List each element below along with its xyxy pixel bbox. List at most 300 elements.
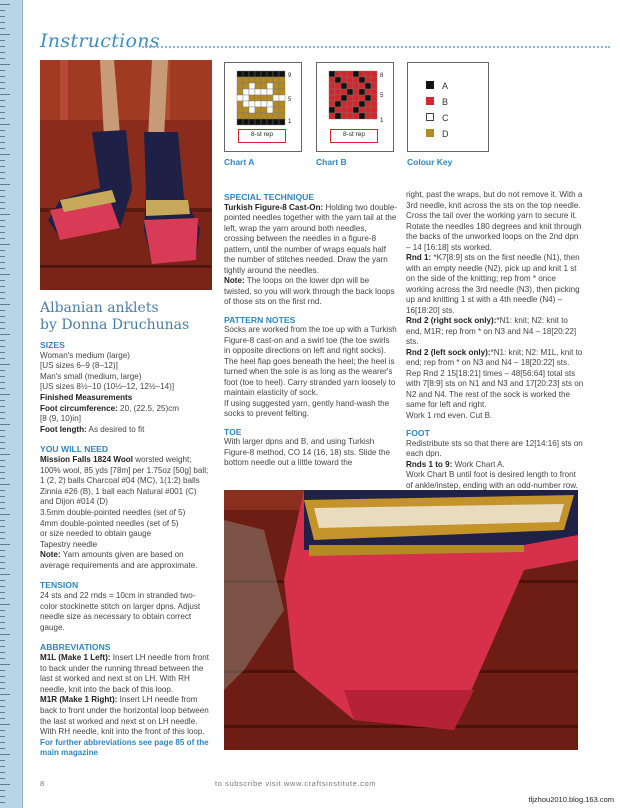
- ruler-tick: [0, 376, 5, 377]
- ruler-tick: [0, 340, 5, 341]
- m1l-label: M1L (Make 1 Left):: [40, 653, 111, 663]
- chart-cell: [335, 113, 341, 119]
- chart-cell: [255, 113, 261, 119]
- chart-cell: [237, 95, 243, 101]
- chart-b-row-8: 8: [380, 73, 384, 79]
- ruler-tick: [0, 106, 5, 107]
- chart-cell: [267, 113, 273, 119]
- ruler-tick: [0, 268, 5, 269]
- chart-cell: [279, 113, 285, 119]
- chart-cell: [243, 71, 249, 77]
- chart-cell: [371, 95, 377, 101]
- chart-cell: [261, 107, 267, 113]
- ruler-tick: [0, 652, 5, 653]
- ruler-tick: [0, 178, 5, 179]
- ruler-tick: [0, 574, 10, 575]
- chart-cell: [347, 77, 353, 83]
- ruler-tick: [0, 748, 5, 749]
- chart-cell: [255, 71, 261, 77]
- chart-cell: [335, 71, 341, 77]
- chart-a-row-1: 1: [288, 119, 292, 125]
- abbrev-m1l: [40, 653, 210, 695]
- cast-on-label: Turkish Figure-8 Cast-On:: [224, 202, 324, 212]
- ruler-tick: [0, 322, 5, 323]
- chart-cell: [341, 95, 347, 101]
- photo-socks-on-steps: [40, 60, 212, 290]
- ruler-tick: [0, 496, 5, 497]
- chart-cell: [359, 71, 365, 77]
- ruler-tick: [0, 646, 5, 647]
- chart-cell: [347, 107, 353, 113]
- chart-cell: [237, 71, 243, 77]
- ruler-tick: [0, 640, 5, 641]
- ruler-tick: [0, 40, 5, 41]
- ruler-tick: [0, 676, 5, 677]
- ruler-tick: [0, 634, 10, 635]
- ruler-tick: [0, 394, 10, 395]
- rnd2-left-text: *N1: knit; N2: M1L, knit to end; rep from * on N3 and N4 – 18[20:22] sts.: [406, 347, 583, 367]
- chart-cell: [279, 77, 285, 83]
- chart-cell: [249, 119, 255, 125]
- foot-rnds-text: Work Chart A.: [452, 459, 505, 469]
- chart-cell: [273, 95, 279, 101]
- ruler-tick: [0, 82, 5, 83]
- foot-circumference-label: Foot circumference:: [40, 403, 118, 413]
- ruler-tick: [0, 16, 5, 17]
- ruler-tick: [0, 736, 5, 737]
- side-ruler: [0, 0, 23, 808]
- chart-cell: [353, 71, 359, 77]
- ruler-tick: [0, 784, 10, 785]
- chart-cell: [243, 95, 249, 101]
- chart-cell: [347, 95, 353, 101]
- foot-length: [40, 425, 210, 436]
- ruler-tick: [0, 454, 10, 455]
- ruler-tick: [0, 424, 10, 425]
- chart-cell: [347, 83, 353, 89]
- chart-cell: [249, 107, 255, 113]
- ruler-tick: [0, 292, 5, 293]
- chart-cell: [353, 95, 359, 101]
- rnd2-left-label: Rnd 2 (left sock only):: [406, 347, 491, 357]
- chart-a-rep-label: 8-st rep: [238, 129, 286, 143]
- chart-cell: [261, 89, 267, 95]
- chart-a-caption: Chart A: [224, 157, 255, 167]
- ruler-tick: [0, 370, 5, 371]
- rnd2-right-label: Rnd 2 (right sock only):: [406, 316, 497, 325]
- ruler-tick: [0, 286, 5, 287]
- chart-cell: [243, 113, 249, 119]
- chart-cell: [353, 107, 359, 113]
- chart-b-box: [316, 62, 394, 152]
- ruler-tick: [0, 298, 5, 299]
- ruler-tick: [0, 514, 10, 515]
- chart-cell: [279, 107, 285, 113]
- ruler-tick: [0, 232, 5, 233]
- foot-work-b: Work Chart B until foot is desired length to front of ankle/instep, ending with an odd-number row.: [406, 470, 578, 490]
- chart-cell: [335, 83, 341, 89]
- ruler-tick: [0, 316, 5, 317]
- supply-line: or size needed to obtain gauge: [40, 529, 152, 539]
- ruler-tick: [0, 28, 5, 29]
- ruler-tick: [0, 166, 5, 167]
- ruler-tick: [0, 490, 5, 491]
- chart-cell: [237, 107, 243, 113]
- chart-cell: [267, 83, 273, 89]
- ruler-tick: [0, 310, 5, 311]
- chart-cell: [237, 113, 243, 119]
- chart-cell: [267, 71, 273, 77]
- chart-cell: [371, 107, 377, 113]
- ruler-tick: [0, 418, 5, 419]
- ruler-tick: [0, 304, 10, 305]
- ruler-tick: [0, 172, 5, 173]
- chart-cell: [279, 83, 285, 89]
- chart-cell: [371, 77, 377, 83]
- m1r-label: M1R (Make 1 Right):: [40, 695, 118, 705]
- chart-cell: [261, 101, 267, 107]
- key-item: [426, 97, 448, 107]
- chart-cell: [273, 107, 279, 113]
- sizes-line: Woman's medium (large): [40, 350, 131, 360]
- key-item: [426, 113, 449, 123]
- ruler-tick: [0, 448, 5, 449]
- ruler-tick: [0, 580, 5, 581]
- ruler-tick: [0, 682, 5, 683]
- ruler-tick: [0, 778, 5, 779]
- technique-note: [224, 276, 398, 308]
- ruler-tick: [0, 562, 5, 563]
- chart-cell: [365, 71, 371, 77]
- ruler-tick: [0, 754, 10, 755]
- ruler-tick: [0, 568, 5, 569]
- key-swatch-c: [426, 113, 434, 121]
- ruler-tick: [0, 52, 5, 53]
- ruler-tick: [0, 622, 5, 623]
- chart-cell: [365, 101, 371, 107]
- key-swatch-d: [426, 129, 434, 137]
- ruler-tick: [0, 352, 5, 353]
- chart-cell: [341, 89, 347, 95]
- ruler-tick: [0, 238, 5, 239]
- page-number: 8: [40, 779, 45, 788]
- ruler-tick: [0, 10, 5, 11]
- chart-cell: [359, 83, 365, 89]
- right-column: [406, 190, 584, 491]
- toe-heading: TOE: [224, 426, 242, 437]
- ruler-tick: [0, 706, 5, 707]
- ruler-tick: [0, 442, 5, 443]
- chart-cell: [237, 83, 243, 89]
- tension-heading: TENSION: [40, 580, 79, 591]
- chart-cell: [261, 71, 267, 77]
- ruler-tick: [0, 550, 5, 551]
- header-divider: [142, 46, 610, 48]
- key-item: [426, 81, 448, 91]
- chart-cell: [243, 83, 249, 89]
- chart-cell: [353, 101, 359, 107]
- chart-cell: [365, 89, 371, 95]
- ruler-tick: [0, 616, 5, 617]
- ruler-tick: [0, 628, 5, 629]
- ruler-tick: [0, 604, 10, 605]
- ruler-tick: [0, 484, 10, 485]
- chart-b-row-1: 1: [380, 118, 384, 124]
- chart-cell: [359, 107, 365, 113]
- ruler-tick: [0, 532, 5, 533]
- ruler-tick: [0, 76, 5, 77]
- chart-cell: [371, 83, 377, 89]
- ruler-tick: [0, 466, 5, 467]
- chart-cell: [273, 71, 279, 77]
- chart-cell: [249, 71, 255, 77]
- chart-cell: [353, 83, 359, 89]
- abbreviations-heading: ABBREVIATIONS: [40, 642, 111, 653]
- chart-cell: [329, 113, 335, 119]
- ruler-tick: [0, 364, 10, 365]
- ruler-tick: [0, 208, 5, 209]
- toe-text: With larger dpns and B, and using Turkish Figure-8 method, CO 14 (16, 18) sts. Slide the bottom needle out a little toward the: [224, 437, 391, 467]
- chart-cell: [347, 113, 353, 119]
- supply-line: 4mm double-pointed needles (set of 5): [40, 518, 179, 528]
- yarn-description: [40, 455, 210, 508]
- you-will-need-heading: YOU WILL NEED: [40, 444, 109, 455]
- chart-cell: [243, 107, 249, 113]
- photo-sock-toe-closeup: [224, 490, 578, 750]
- work-text: Work 1 rnd even. Cut B.: [406, 410, 493, 420]
- supply-line: 3.5mm double-pointed needles (set of 5): [40, 507, 186, 517]
- chart-cell: [243, 77, 249, 83]
- ruler-tick: [0, 730, 5, 731]
- ruler-tick: [0, 346, 5, 347]
- ruler-tick: [0, 154, 10, 155]
- chart-cell: [365, 95, 371, 101]
- col3-intro: right, past the wraps, but do not remove it. With a 3rd needle, knit across the sts on the top needle. Cross the tail over the working yarn to secure it. Rotate the needles 180 degrees and knit through the backs of the unworked loops on the 2nd dpn – 14 [16:18] sts worked.: [406, 190, 583, 252]
- chart-cell: [335, 77, 341, 83]
- chart-cell: [365, 113, 371, 119]
- finished-measurements-heading: Finished Measurements: [40, 392, 133, 402]
- chart-cell: [329, 89, 335, 95]
- ruler-tick: [0, 58, 5, 59]
- chart-a-box: [224, 62, 302, 152]
- chart-cell: [261, 113, 267, 119]
- chart-cell: [371, 89, 377, 95]
- ruler-tick: [0, 712, 5, 713]
- ruler-tick: [0, 244, 10, 245]
- further-abbreviations-link: For further abbreviations see page 85 of the main magazine: [40, 737, 209, 758]
- foot-circumference: [40, 404, 210, 415]
- ruler-tick: [0, 610, 5, 611]
- ruler-tick: [0, 274, 10, 275]
- chart-cell: [261, 95, 267, 101]
- ruler-tick: [0, 538, 5, 539]
- ruler-tick: [0, 664, 10, 665]
- chart-cell: [279, 89, 285, 95]
- chart-cell: [335, 101, 341, 107]
- special-technique-heading: SPECIAL TECHNIQUE: [224, 192, 315, 202]
- pattern-author: by Donna Druchunas: [40, 317, 190, 333]
- ruler-tick: [0, 358, 5, 359]
- ruler-tick: [0, 262, 5, 263]
- chart-cell: [341, 113, 347, 119]
- ruler-tick: [0, 670, 5, 671]
- sizes-heading: SIZES: [40, 340, 65, 350]
- ruler-tick: [0, 478, 5, 479]
- ruler-tick: [0, 226, 5, 227]
- foot-length-label: Foot length:: [40, 424, 87, 434]
- ruler-tick: [0, 544, 10, 545]
- chart-cell: [371, 113, 377, 119]
- pattern-notes-heading: PATTERN NOTES: [224, 314, 296, 325]
- foot-heading: FOOT: [406, 428, 430, 438]
- chart-cell: [273, 113, 279, 119]
- ruler-tick: [0, 718, 5, 719]
- colour-key-caption: Colour Key: [407, 157, 453, 167]
- ruler-tick: [0, 502, 5, 503]
- chart-cell: [359, 95, 365, 101]
- chart-cell: [365, 107, 371, 113]
- ruler-tick: [0, 136, 5, 137]
- chart-cell: [347, 71, 353, 77]
- chart-cell: [371, 101, 377, 107]
- ruler-tick: [0, 112, 5, 113]
- chart-cell: [255, 107, 261, 113]
- chart-cell: [353, 113, 359, 119]
- ruler-tick: [0, 70, 5, 71]
- chart-cell: [347, 89, 353, 95]
- ruler-tick: [0, 436, 5, 437]
- ruler-tick: [0, 124, 10, 125]
- chart-cell: [273, 101, 279, 107]
- ruler-tick: [0, 64, 10, 65]
- chart-cell: [341, 71, 347, 77]
- chart-cell: [329, 101, 335, 107]
- chart-cell: [255, 95, 261, 101]
- watermark: tljzhou2010.blog.163.com: [528, 795, 614, 804]
- ruler-tick: [0, 556, 5, 557]
- chart-cell: [249, 77, 255, 83]
- chart-cell: [341, 77, 347, 83]
- chart-cell: [329, 77, 335, 83]
- ruler-tick: [0, 334, 10, 335]
- ruler-tick: [0, 382, 5, 383]
- chart-cell: [237, 89, 243, 95]
- chart-cell: [329, 83, 335, 89]
- ruler-tick: [0, 790, 5, 791]
- ruler-tick: [0, 598, 5, 599]
- chart-cell: [341, 107, 347, 113]
- ruler-tick: [0, 472, 5, 473]
- pattern-notes-text: Socks are worked from the toe up with a Turkish Figure-8 cast-on and a swirl toe (the toe swirls in opposite directions on left and right socks). The heel flap goes beneath the heel; the heel is turned when the sole is as long as the wearer's foot (toe to heel). Carry stranded yarn loosely to maintain elasticity of sock.: [224, 325, 397, 397]
- ruler-tick: [0, 592, 5, 593]
- ruler-tick: [0, 586, 5, 587]
- technique-note-label: Note:: [224, 276, 245, 285]
- ruler-tick: [0, 214, 10, 215]
- key-label: B: [442, 97, 449, 107]
- ruler-tick: [0, 742, 5, 743]
- ruler-tick: [0, 694, 10, 695]
- ruler-tick: [0, 796, 5, 797]
- middle-column: [224, 188, 398, 469]
- rnd2-right: [406, 316, 584, 348]
- chart-a-row-9: 9: [288, 73, 292, 79]
- chart-cell: [261, 77, 267, 83]
- chart-cell: [261, 119, 267, 125]
- sizes-line: [US sizes 6–9 (8–12)]: [40, 361, 118, 371]
- ruler-tick: [0, 250, 5, 251]
- ruler-tick: [0, 460, 5, 461]
- rnd2-left: [406, 348, 584, 369]
- foot-circumference-inches: [8 (9, 10)in]: [40, 414, 81, 424]
- chart-b-caption: Chart B: [316, 157, 347, 167]
- chart-cell: [261, 83, 267, 89]
- chart-cell: [243, 89, 249, 95]
- special-technique-text: [224, 203, 398, 277]
- ruler-tick: [0, 724, 10, 725]
- section-title: Instructions: [40, 30, 160, 52]
- chart-cell: [335, 107, 341, 113]
- chart-cell: [279, 101, 285, 107]
- chart-cell: [341, 83, 347, 89]
- ruler-tick: [0, 412, 5, 413]
- note-text: Yarn amounts given are based on average requirements and are approximate.: [40, 550, 198, 570]
- rnd2-right-text: *N1: knit; N2: knit to end, M1R; rep from * on N3 and N4 – 18[20:22] sts.: [406, 316, 577, 346]
- colour-key-box: [407, 62, 489, 152]
- abbrev-m1r: [40, 695, 210, 737]
- key-swatch-a: [426, 81, 434, 89]
- chart-cell: [329, 95, 335, 101]
- chart-cell: [359, 77, 365, 83]
- ruler-tick: [0, 220, 5, 221]
- pattern-notes-text2: If using suggested yarn, gently hand-wash the socks to prevent felting.: [224, 398, 390, 418]
- chart-cell: [237, 101, 243, 107]
- chart-cell: [279, 95, 285, 101]
- pattern-title: [40, 300, 189, 334]
- chart-cell: [335, 89, 341, 95]
- chart-cell: [273, 119, 279, 125]
- chart-cell: [329, 107, 335, 113]
- foot-circumference-value: 20, (22.5, 25)cm: [117, 403, 179, 413]
- chart-cell: [353, 89, 359, 95]
- chart-cell: [273, 77, 279, 83]
- chart-cell: [347, 101, 353, 107]
- chart-cell: [249, 95, 255, 101]
- chart-cell: [255, 119, 261, 125]
- sizes-line: Man's small (medium, large): [40, 371, 142, 381]
- ruler-tick: [0, 280, 5, 281]
- supply-line: Tapestry needle: [40, 539, 98, 549]
- rep-text: Rep Rnd 2 15[18:21] times – 48[56:64] total sts with 7[8:9] sts on N1 and N3 and 17[20:23] sts on N2 and N4. The rest of the sock is worked the same for left and right.: [406, 368, 584, 409]
- ruler-tick: [0, 766, 5, 767]
- rnd1: [406, 253, 584, 316]
- ruler-tick: [0, 700, 5, 701]
- ruler-tick: [0, 400, 5, 401]
- chart-cell: [279, 71, 285, 77]
- ruler-tick: [0, 88, 5, 89]
- chart-cell: [371, 71, 377, 77]
- yarn-text: worsted weight; 100% wool, 85 yds [78m] per 1.75oz [50g] ball; 1 (2, 2) balls Charcoal #04 (MC), 1(1:2) balls Zinnia #26 (B), 1 ball each Natural #001 (C) and Dijon #014 (D): [40, 454, 209, 507]
- note-label: Note:: [40, 550, 61, 560]
- ruler-tick: [0, 388, 5, 389]
- chart-cell: [255, 77, 261, 83]
- chart-cell: [273, 83, 279, 89]
- chart-cell: [243, 119, 249, 125]
- chart-cell: [273, 89, 279, 95]
- foot-rnds-label: Rnds 1 to 9:: [406, 459, 453, 469]
- chart-cell: [359, 89, 365, 95]
- chart-cell: [267, 77, 273, 83]
- chart-cell: [341, 101, 347, 107]
